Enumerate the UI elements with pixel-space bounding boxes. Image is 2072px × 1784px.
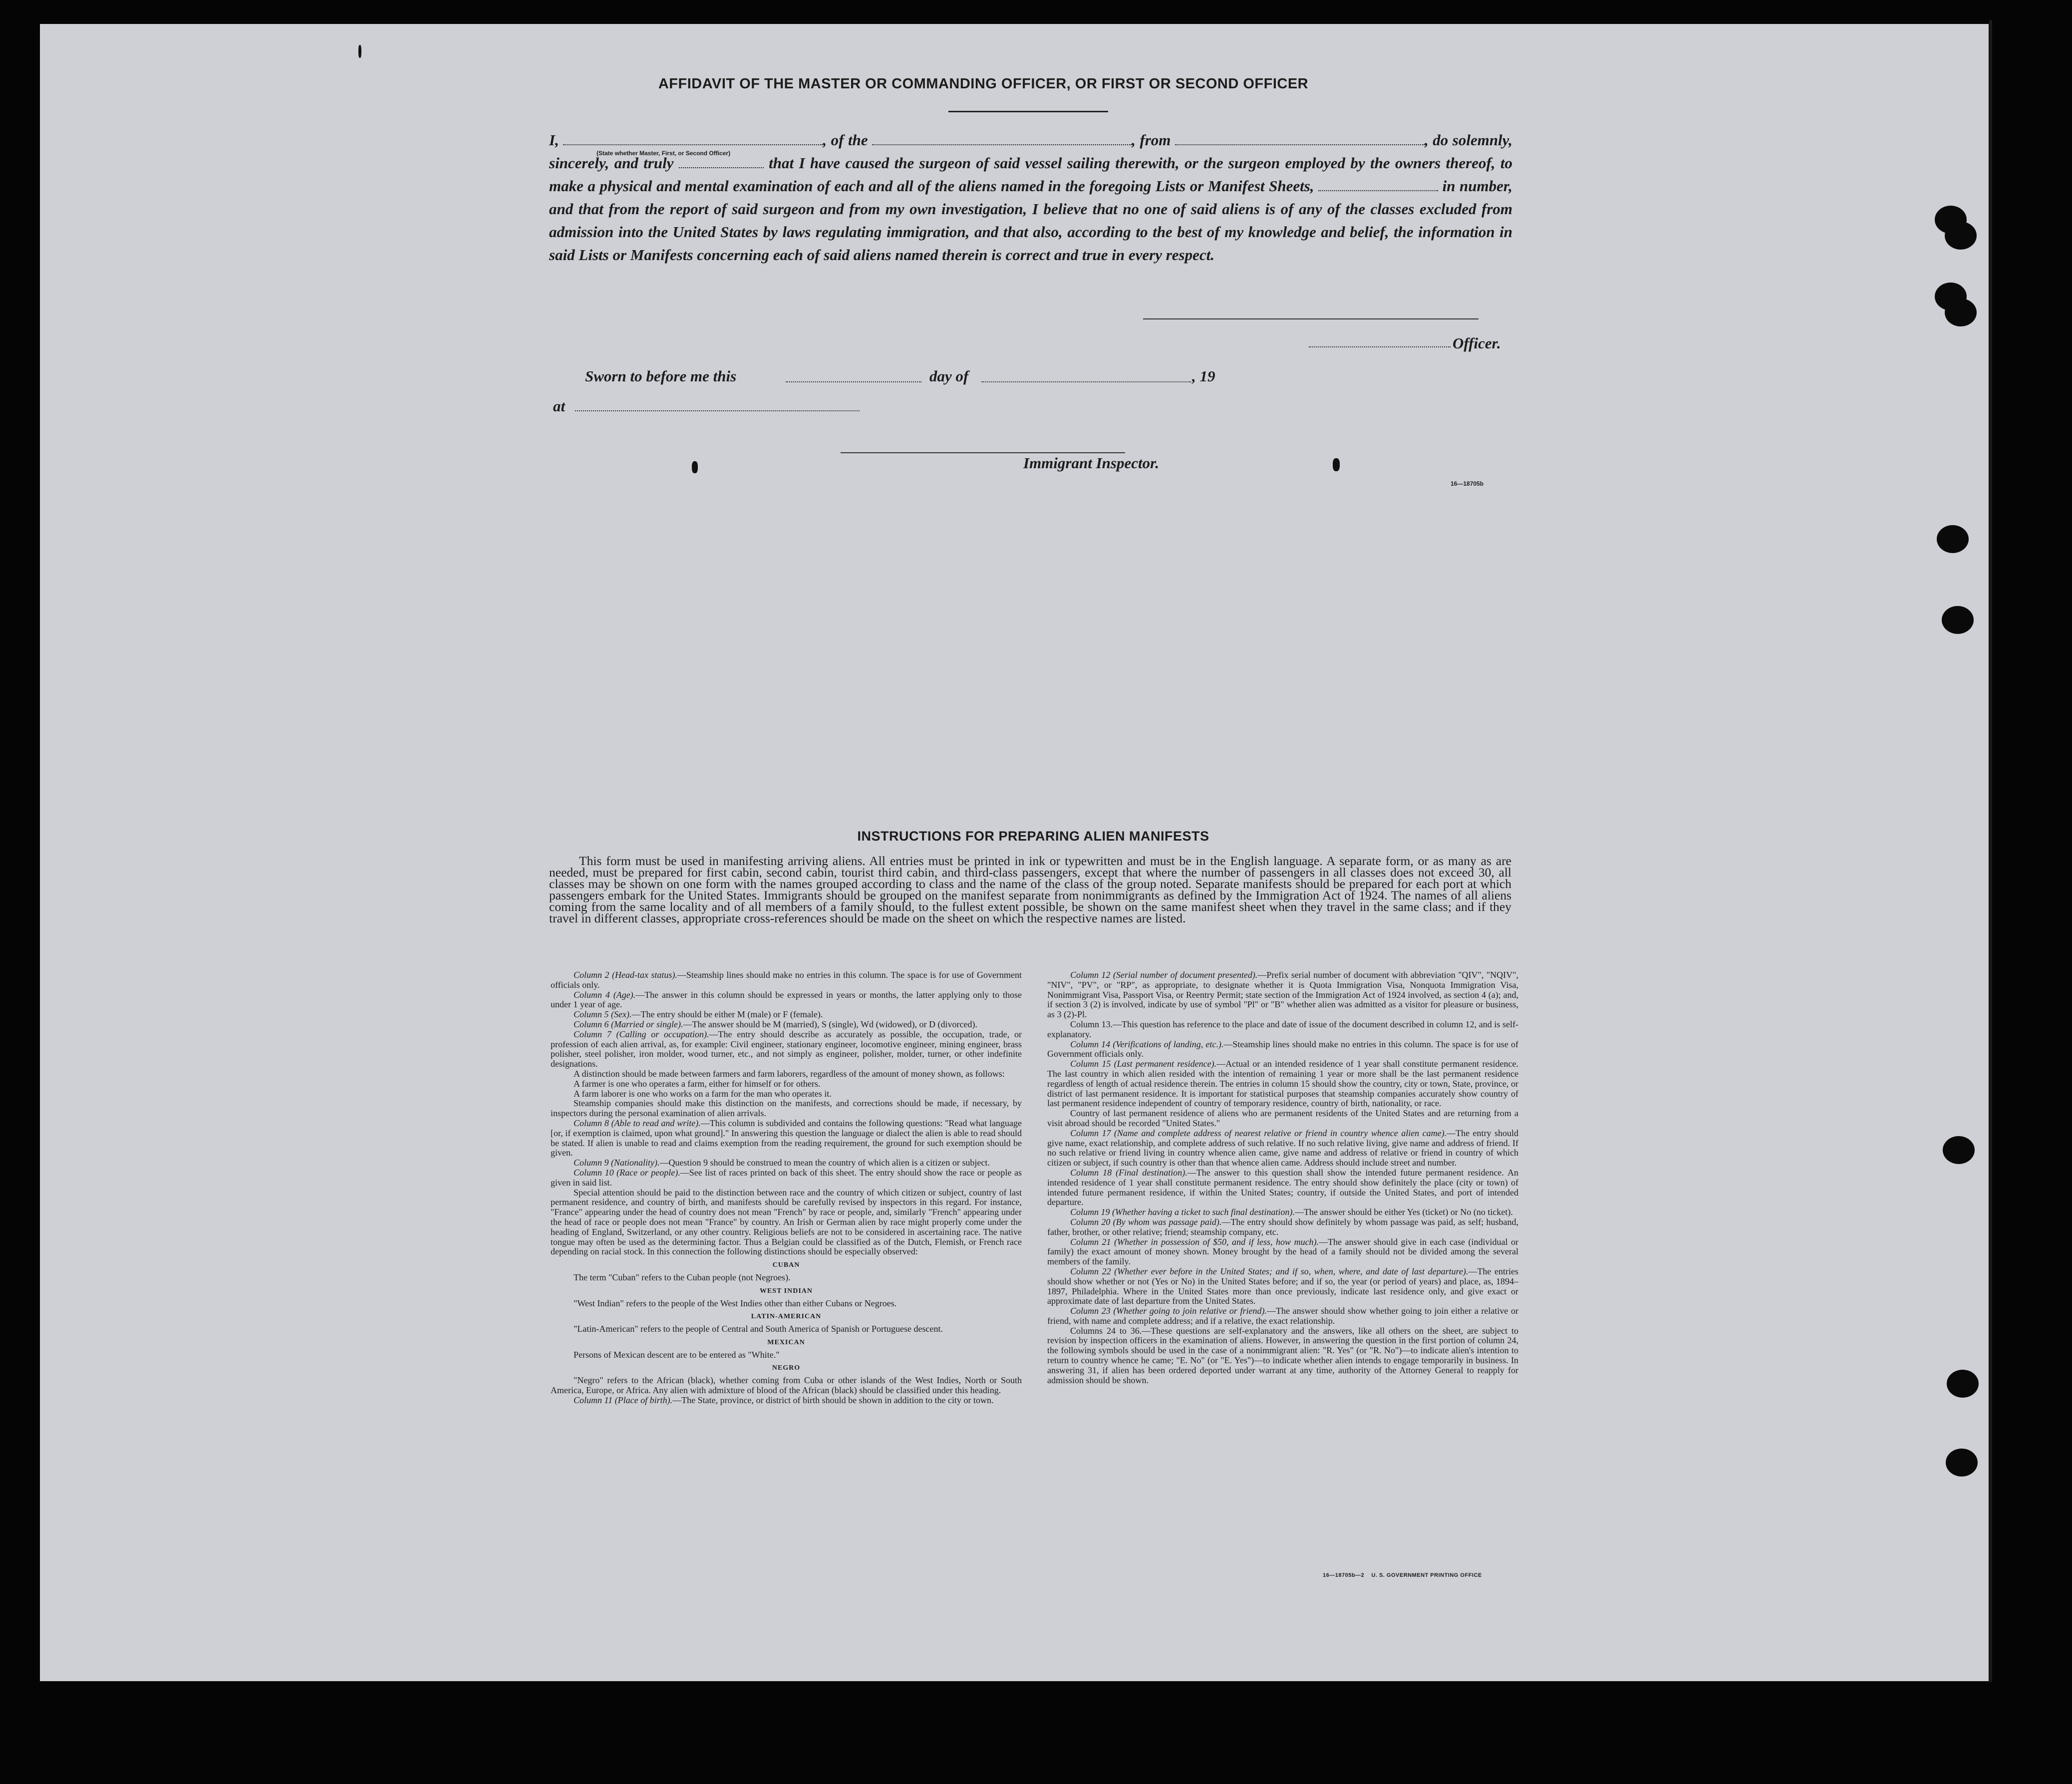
instructions-form-number: 16—18705b—2 [1323,1572,1365,1578]
day-of-label: day of [929,367,969,385]
port-from-field[interactable] [1175,132,1425,145]
year-label: , 19 [1192,367,1215,385]
officer-title-line[interactable] [1309,346,1451,347]
columns-24-36-instruction: Columns 24 to 36.—These questions are self-explanatory and the answers, like all others on the sheet, are subject to revision by inspection officers in the examination of aliens. However, in answering the question in the first portion of column 24, the following symbols should be used in the case of a nonimmigrant alien: "R. Yes" (or "R. No")—to indicate alien's intention to return to country whence he came; "E. No" (or "E. Yes")—to indicate whether alien intends to engage temporarily in business. In answering 31, if alien has been ordered deported under warrant at any time, authority of the Attorney General to reapply for admission should be shown. [1047,1325,1518,1385]
column-11-instruction: Column 11 (Place of birth).—The State, province, or district of birth should be shown in addition to the city or town. [574,1395,994,1405]
title-underline [948,111,1108,112]
form-number: 16—18705b [1451,480,1484,487]
sheet-edge [1989,20,1992,1682]
printing-office: U. S. GOVERNMENT PRINTING OFFICE [1371,1572,1482,1578]
column-21-instruction: Column 21 (Whether in possession of $50, and if less, how much).—The answer should give in each case (individual or family) the exact amount of money shown. Money brought by the head of a family should not be divided among the several members of the family. [1047,1236,1518,1267]
column-4-instruction: Column 4 (Age).—The answer in this column should be expressed in years or months, the latter applying only to those under 1 year of age. [551,989,1022,1010]
affidavit-text-1: that I have caused the surgeon of said vessel sailing therewith, or the surgeon employed by the owners thereof, to make a physical and mental examination of each and all of the aliens named in the foregoing Lists or Manifest Sheets, [549,154,1513,195]
officer-rank-field[interactable] [563,132,823,145]
affidavit-from: , from [1132,131,1171,149]
affidavit-text-2: in number, and that from the report of said surgeon and from my own investigation, I believe that no one of said aliens is of any of the classes excluded from admission into the United States by laws regulating immigration, and that also, according to the best of my knowledge and belief, the information in said Lists or Manifests concerning each of said aliens named therein is correct and true in every respect. [549,177,1513,264]
country-residence-note: Country of last permanent residence of aliens who are permanent residents of the United States and are returning from a visit abroad should be recorded "United States." [1047,1108,1518,1128]
inspector-label: Immigrant Inspector. [1023,454,1160,472]
column-22-instruction: Column 22 (Whether ever before in the United States; and if so, when, where, and date of last departure).—The entries should show whether or not (Yes or No) in the United States before; and if so, the year (or period of years) and place, as, 1894–1897, Philadelphia. Where in the United States more than once previously, indicate last residence only, and give exact or approximate date of last departure from the United States. [1047,1266,1518,1306]
ink-speck [692,461,698,473]
sheet-count-field[interactable] [1318,178,1438,191]
column-8-instruction: Column 8 (Able to read and write).—This column is subdivided and contains the following questions: "Read what language [or, if exemption is claimed, upon what ground]." In answering this question the language or dialect the alien is able to read should be stated. If alien is unable to read and claims exemption from the reading requirement, the ground for such exemption should be given. [551,1118,1022,1158]
west-indian-definition: "West Indian" refers to the people of the West Indies other than either Cubans or Negroes. [574,1298,897,1308]
west-indian-heading: WEST INDIAN [759,1287,813,1295]
affidavit-i: I, [549,131,559,149]
column-2-instruction: Column 2 (Head-tax status).—Steamship lines should make no entries in this column. The space is for use of Government officials only. [551,970,1022,990]
negro-heading: NEGRO [772,1364,801,1372]
binder-hole [1942,606,1974,634]
inspector-signature-line[interactable] [841,452,1125,453]
farmer-definition: A farmer is one who operates a farm, either for himself or for others. [574,1078,821,1089]
binder-hole [1947,1370,1979,1398]
cuban-heading: CUBAN [772,1261,800,1269]
race-distinction: Special attention should be paid to the distinction between race and the country of which citizen or subject, country of last permanent residence, and country of birth, and manifests should be carefully revised by inspectors in this regard. For instance, "France" appearing under the head of country does not mean "French" by race or people, and, similarly "French" appearing under the head of race or people does not mean "France" by country. An Irish or German alien by race might properly come under the heading of England, Switzerland, or any other country. Religious beliefs are not to be considered in ascertaining race. The native tongue may often be used as the determining factor. Thus a Belgian could be classified as of the Dutch, Flemish, or French race depending on racial stock. In this connection the following distinctions should be especially observed: [551,1187,1022,1257]
column-14-instruction: Column 14 (Verifications of landing, etc.).—Steamship lines should make no entries in this column. The space is for use of Government officials only. [1047,1039,1518,1059]
oath-form-field[interactable] [679,155,764,168]
column-5-instruction: Column 5 (Sex).—The entry should be either M (male) or F (female). [574,1009,823,1020]
affidavit-solemnly: solemnly, sincerely, and truly [549,131,1513,172]
column-9-instruction: Column 9 (Nationality).—Question 9 should be construed to mean the country of which alien is a citizen or subject. [574,1158,990,1168]
ink-speck [1333,458,1340,471]
latin-american-definition: "Latin-American" refers to the people of Central and South America of Spanish or Portuguese descent. [574,1324,943,1334]
binder-hole [1945,298,1977,326]
instructions-title: INSTRUCTIONS FOR PREPARING ALIEN MANIFESTS [857,829,1209,844]
binder-hole [1945,222,1977,250]
affidavit-do: , do [1424,131,1449,149]
column-18-instruction: Column 18 (Final destination).—The answer to this question shall show the intended future permanent residence. An intended residence of 1 year shall constitute permanent residence. The entry should show definitely the place (city or town) of intended future permanent residence, if within the United States; country, if outside the United States, and port of intended departure. [1047,1167,1519,1207]
farm-distinction: A distinction should be made between farmers and farm laborers, regardless of the amount of money shown, as follows: [574,1068,1005,1079]
affidavit-of-the: , of the [823,131,868,149]
column-6-instruction: Column 6 (Married or single).—The answer should be M (married), S (single), Wd (widowed), or D (divorced). [574,1019,978,1029]
rank-note: (State whether Master, First, or Second Officer) [596,150,731,157]
document-sheet [40,24,1989,1681]
column-13-instruction: Column 13.—This question has reference to the place and date of issue of the document described in column 12, and is self-explanatory. [1047,1019,1518,1039]
sworn-month-field[interactable] [981,381,1191,382]
column-10-instruction: Column 10 (Race or people).—See list of races printed on back of this sheet. The entry should show the race or people as given in said list. [551,1167,1022,1188]
column-12-instruction: Column 12 (Serial number of document presented).—Prefix serial number of document with abbreviation "QIV", "NQIV", "NIV", "PV", or "RP", as appropriate, to designate whether it is Quota Immigration Visa, Nonquota Immigration Visa, Nonimmigrant Visa, Passport Visa, or Reentry Permit; state section of the Immigration Act of 1924 involved, as section 4 (a); and, if section 3 (2) is involved, indicate by use of symbol "Pl" or "B" whether alien was admitted as a visitor for pleasure or business, as 3 (2)-Pl. [1047,970,1518,1020]
binder-hole [1943,1136,1975,1164]
column-7-instruction: Column 7 (Calling or occupation).—The entry should describe as accurately as possible, the occupation, trade, or profession of each alien arrival, as, for example: Civil engineer, stationary engineer, locomotive engineer, mining engineer, brass polisher, steel polisher, iron molder, wood turner, etc., and not simply as engineer, polisher, molder, turner, or other indefinite designations. [551,1029,1022,1069]
sworn-label: Sworn to before me this [585,367,737,385]
column-15-instruction: Column 15 (Last permanent residence).—Actual or an intended residence of 1 year shall constitute permanent residence. The last country in which alien resided with the intention of remaining 1 year or more shall be the last permanent residence regardless of length of actual residence therein. The entries in column 15 should show the country, city or town, State, province, or district of last permanent residence. It is important for statistical purposes that steamship companies accurately show country of last permanent residence independent of country of temporary residence, country of birth, nationality, or race. [1047,1059,1518,1109]
at-place-field[interactable] [575,410,860,411]
mexican-heading: MEXICAN [767,1338,805,1346]
steamship-note: Steamship companies should make this distinction on the manifests, and corrections should be made, if necessary, by inspectors during the personal examination of alien arrivals. [551,1098,1022,1119]
ink-speck [358,45,361,58]
column-19-instruction: Column 19 (Whether having a ticket to such final destination).—The answer should be either Yes (ticket) or No (no ticket). [1070,1207,1513,1217]
column-20-instruction: Column 20 (By whom was passage paid).—The entry should show definitely by whom passage was paid, as self; husband, father, brother, or other relative; friend; steamship company, etc. [1047,1216,1518,1237]
cuban-definition: The term "Cuban" refers to the Cuban people (not Negroes). [574,1272,791,1282]
farm-laborer-definition: A farm laborer is one who works on a farm for the man who operates it. [574,1088,832,1099]
binder-hole [1946,1449,1978,1477]
binder-hole [1937,525,1969,553]
instructions-left-column [551,970,1022,1406]
sworn-day-field[interactable] [786,381,921,382]
affidavit-title: AFFIDAVIT OF THE MASTER OR COMMANDING OFFICER, OR FIRST OR SECOND OFFICER [658,76,1309,92]
latin-american-heading: LATIN-AMERICAN [751,1313,822,1321]
printer-imprint [1323,1572,1482,1578]
negro-definition: "Negro" refers to the African (black), whether coming from Cuba or other islands of the West Indies, North or South America, Europe, or Africa. Any alien with admixture of blood of the African (black) should be classified under this heading. [551,1375,1022,1396]
instructions-right-column [1047,970,1518,1385]
vessel-name-field[interactable] [872,132,1132,145]
mexican-definition: Persons of Mexican descent are to be entered as "White." [574,1349,780,1360]
at-label: at [553,397,566,415]
officer-signature-line[interactable] [1143,318,1479,319]
column-17-instruction: Column 17 (Name and complete address of nearest relative or friend in country whence alien came).—The entry should give name, exact relationship, and complete address of such relative. If no such relative living, give name and address of friend. If no such relative or friend living in country whence alien came, give name and address of relative or friend in country of which citizen or subject, if such country is other than that whence alien came. Address should include street and number. [1047,1128,1518,1168]
officer-label: Officer. [1453,334,1501,352]
column-23-instruction: Column 23 (Whether going to join relative or friend).—The answer should show whether going to join either a relative or friend, with name and complete address; and if a relative, the exact relationship. [1047,1306,1518,1326]
instructions-intro: This form must be used in manifesting arriving aliens. All entries must be printed in ink or typewritten and must be in the English language. A separate form, or as many as are needed, must be prepared for first cabin, second cabin, tourist third cabin, and third-class passengers, except that where the number of passengers in all classes does not exceed 30, all classes may be shown on one form with the names grouped according to class and the name of the class of the group noted. Separate manifests should be prepared for each port at which passengers embark for the United States. Immigrants should be grouped on the manifest separate from nonimmigrants as defined by the Immigration Act of 1924. The names of all aliens coming from the same locality and of all members of a family should, to the fullest extent possible, be shown on the same manifest sheet when they travel in the same class; and if they travel in different classes, appropriate cross-references should be made on the sheet on which the respective names are listed. [549,854,1511,925]
